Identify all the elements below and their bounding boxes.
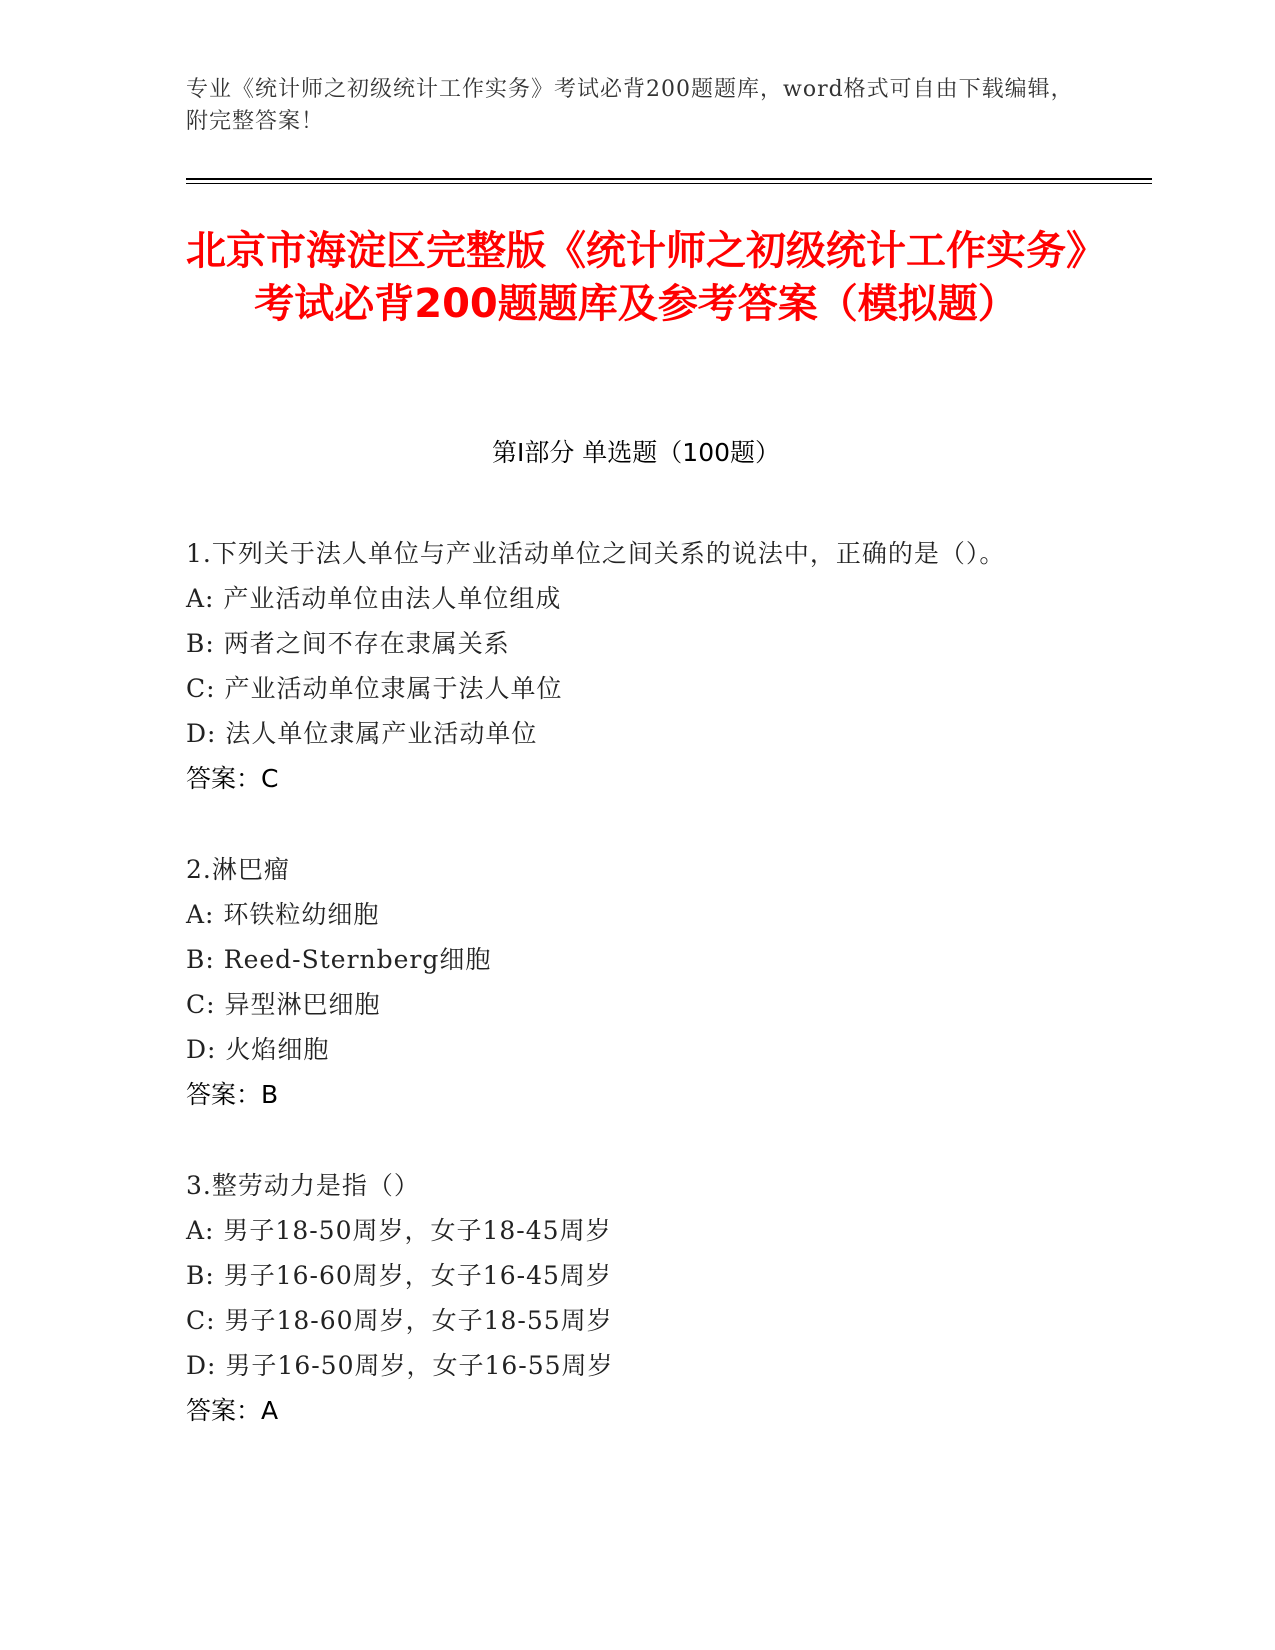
option-b: B: Reed-Sternberg细胞 (186, 945, 492, 974)
option-c: C: 男子18-60周岁，女子18-55周岁 (186, 1306, 613, 1335)
option-a: A: 产业活动单位由法人单位组成 (186, 584, 562, 613)
header-divider-thick (186, 178, 1152, 180)
option-d: D: 法人单位隶属产业活动单位 (186, 719, 538, 748)
question-stem: 1.下列关于法人单位与产业活动单位之间关系的说法中，正确的是（）。 (186, 539, 1006, 568)
option-c: C: 产业活动单位隶属于法人单位 (186, 674, 563, 703)
header-divider-thin (186, 183, 1152, 184)
answer-line: 答案：C (186, 764, 279, 793)
document-title: 北京市海淀区完整版《统计师之初级统计工作实务》考试必背200题题库及参考答案（模拟题） (186, 228, 1086, 327)
question-list (186, 531, 1066, 1479)
option-c: C: 异型淋巴细胞 (186, 990, 381, 1019)
question-stem: 2.淋巴瘤 (186, 855, 290, 884)
option-b: B: 两者之间不存在隶属关系 (186, 629, 510, 658)
option-a: A: 男子18-50周岁，女子18-45周岁 (186, 1216, 612, 1245)
answer-line: 答案：B (186, 1080, 279, 1109)
answer-line: 答案：A (186, 1396, 279, 1425)
question-item (186, 531, 1066, 801)
section-heading: 第I部分 单选题（100题） (491, 438, 781, 467)
option-d: D: 男子16-50周岁，女子16-55周岁 (186, 1351, 614, 1380)
option-a: A: 环铁粒幼细胞 (186, 900, 380, 929)
question-stem: 3.整劳动力是指（） (186, 1171, 420, 1200)
option-b: B: 男子16-60周岁，女子16-45周岁 (186, 1261, 612, 1290)
header-note: 专业《统计师之初级统计工作实务》考试必背200题题库，word格式可自由下载编辑，附完整答案！ (186, 77, 1074, 134)
question-item (186, 1163, 1066, 1433)
option-d: D: 火焰细胞 (186, 1035, 330, 1064)
question-item (186, 847, 1066, 1117)
